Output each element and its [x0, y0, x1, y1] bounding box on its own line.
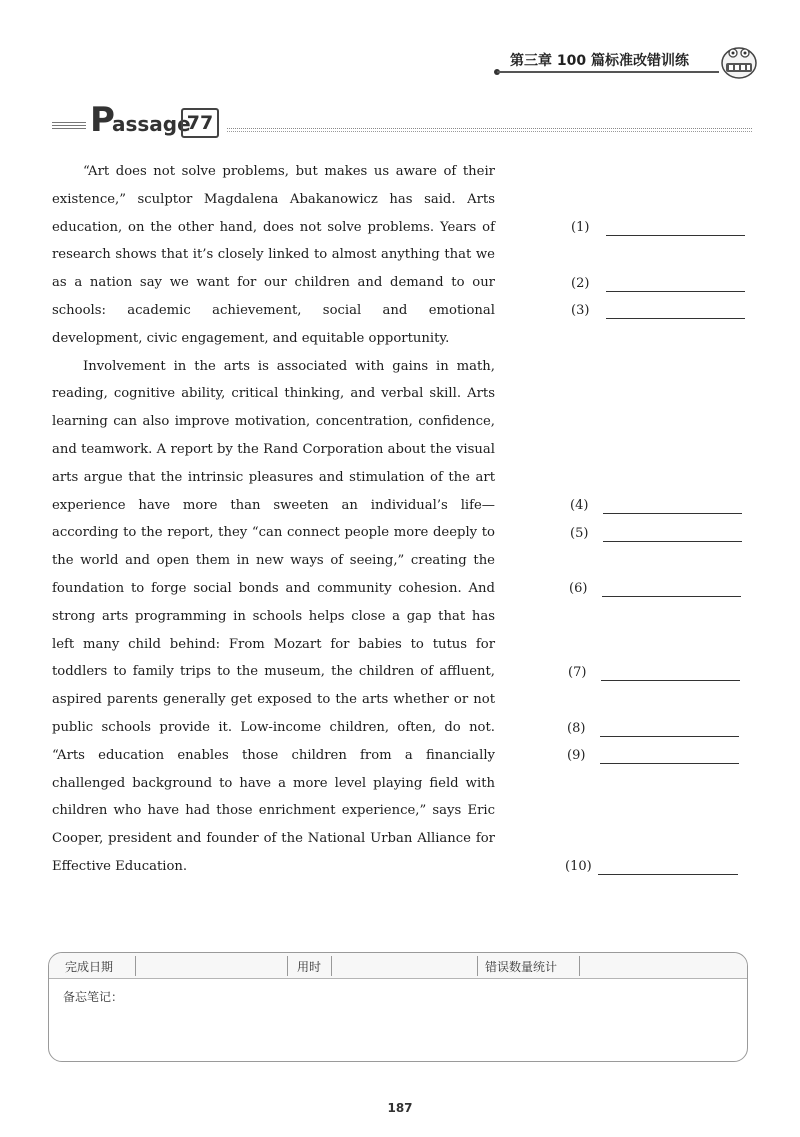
memo-label: 备忘笔记： [63, 990, 124, 1004]
chapter-header [497, 44, 757, 84]
answer-number: (7) [568, 665, 587, 680]
answer-number: (2) [571, 276, 590, 291]
answer-number: (5) [570, 526, 589, 541]
chapter-title: 第三章 100 篇标准改错训练 [510, 53, 689, 69]
record-separator [477, 956, 478, 976]
study-record-box [48, 952, 748, 1062]
record-separator [135, 956, 136, 976]
paragraph-2: Involvement in the arts is associated with gains in math, reading, cognitive ability, critical thinking, and verbal skill. Arts learning can also improve motivation, concentration, confidence, and teamwork. A report by the Rand Corporation about the visual arts argue that the intrinsic pleasures and stimulation of the art experience have more than sweeten an individual’s life—according to the report, they “can connect people more deeply to the world and open them in new ways of seeing,” creating the foundation to forge social bonds and community cohesion. And strong arts programming in schools helps close a gap that has left many child behind: From Mozart for babies to tutus for toddlers to family trips to the museum, the children of affluent, aspired parents generally get exposed to the arts whether or not public schools provide it. Low-income children, often, do not. “Arts education enables those children from a financially challenged background to have a more level playing field with children who have had those enrichment experience,” says Eric Cooper, president and founder of the National Urban Alliance for Effective Education. [52, 358, 495, 874]
answer-line [606, 318, 745, 319]
paragraph-1: “Art does not solve problems, but makes us aware of their existence,” sculptor Magdalena Abakanowicz has said. Arts education, on the other hand, does not solve problems. Years of research shows that it’s closely linked to almost anything that we as a nation say we want for our children and demand to our schools: academic achievement, social and emotional development, civic engagement, and equitable opportunity. [52, 164, 495, 346]
answer-number: (10) [565, 859, 592, 874]
answer-number: (8) [567, 721, 586, 736]
time-used-label: 用时 [297, 960, 322, 974]
answer-line [600, 763, 739, 764]
answer-line [603, 541, 742, 542]
answer-number: (4) [570, 498, 589, 513]
page-number: 187 [387, 1101, 413, 1115]
answer-line [601, 680, 740, 681]
record-bar [49, 953, 747, 979]
answer-line [603, 513, 742, 514]
answer-line [602, 596, 741, 597]
answer-number: (9) [567, 748, 586, 763]
error-count-label: 错误数量统计 [485, 960, 558, 974]
completion-date-label: 完成日期 [65, 960, 114, 974]
record-separator [579, 956, 580, 976]
answer-number: (6) [569, 581, 588, 596]
answer-line [598, 874, 738, 875]
answer-number: (3) [571, 303, 590, 318]
answer-line [606, 291, 745, 292]
header-rule [497, 71, 719, 73]
heading-word: assage [112, 112, 191, 136]
passage-heading [52, 100, 752, 144]
mascot-logo-icon [720, 42, 758, 80]
answer-line [600, 736, 739, 737]
heading-initial: P [90, 100, 115, 140]
heading-decor-lines [52, 122, 86, 131]
record-separator [287, 956, 288, 976]
answer-number: (1) [571, 220, 590, 235]
answer-line [606, 235, 745, 236]
passage-number: 77 [181, 108, 219, 138]
passage-body [52, 158, 495, 881]
record-separator [331, 956, 332, 976]
heading-dotted-rule [227, 128, 752, 132]
